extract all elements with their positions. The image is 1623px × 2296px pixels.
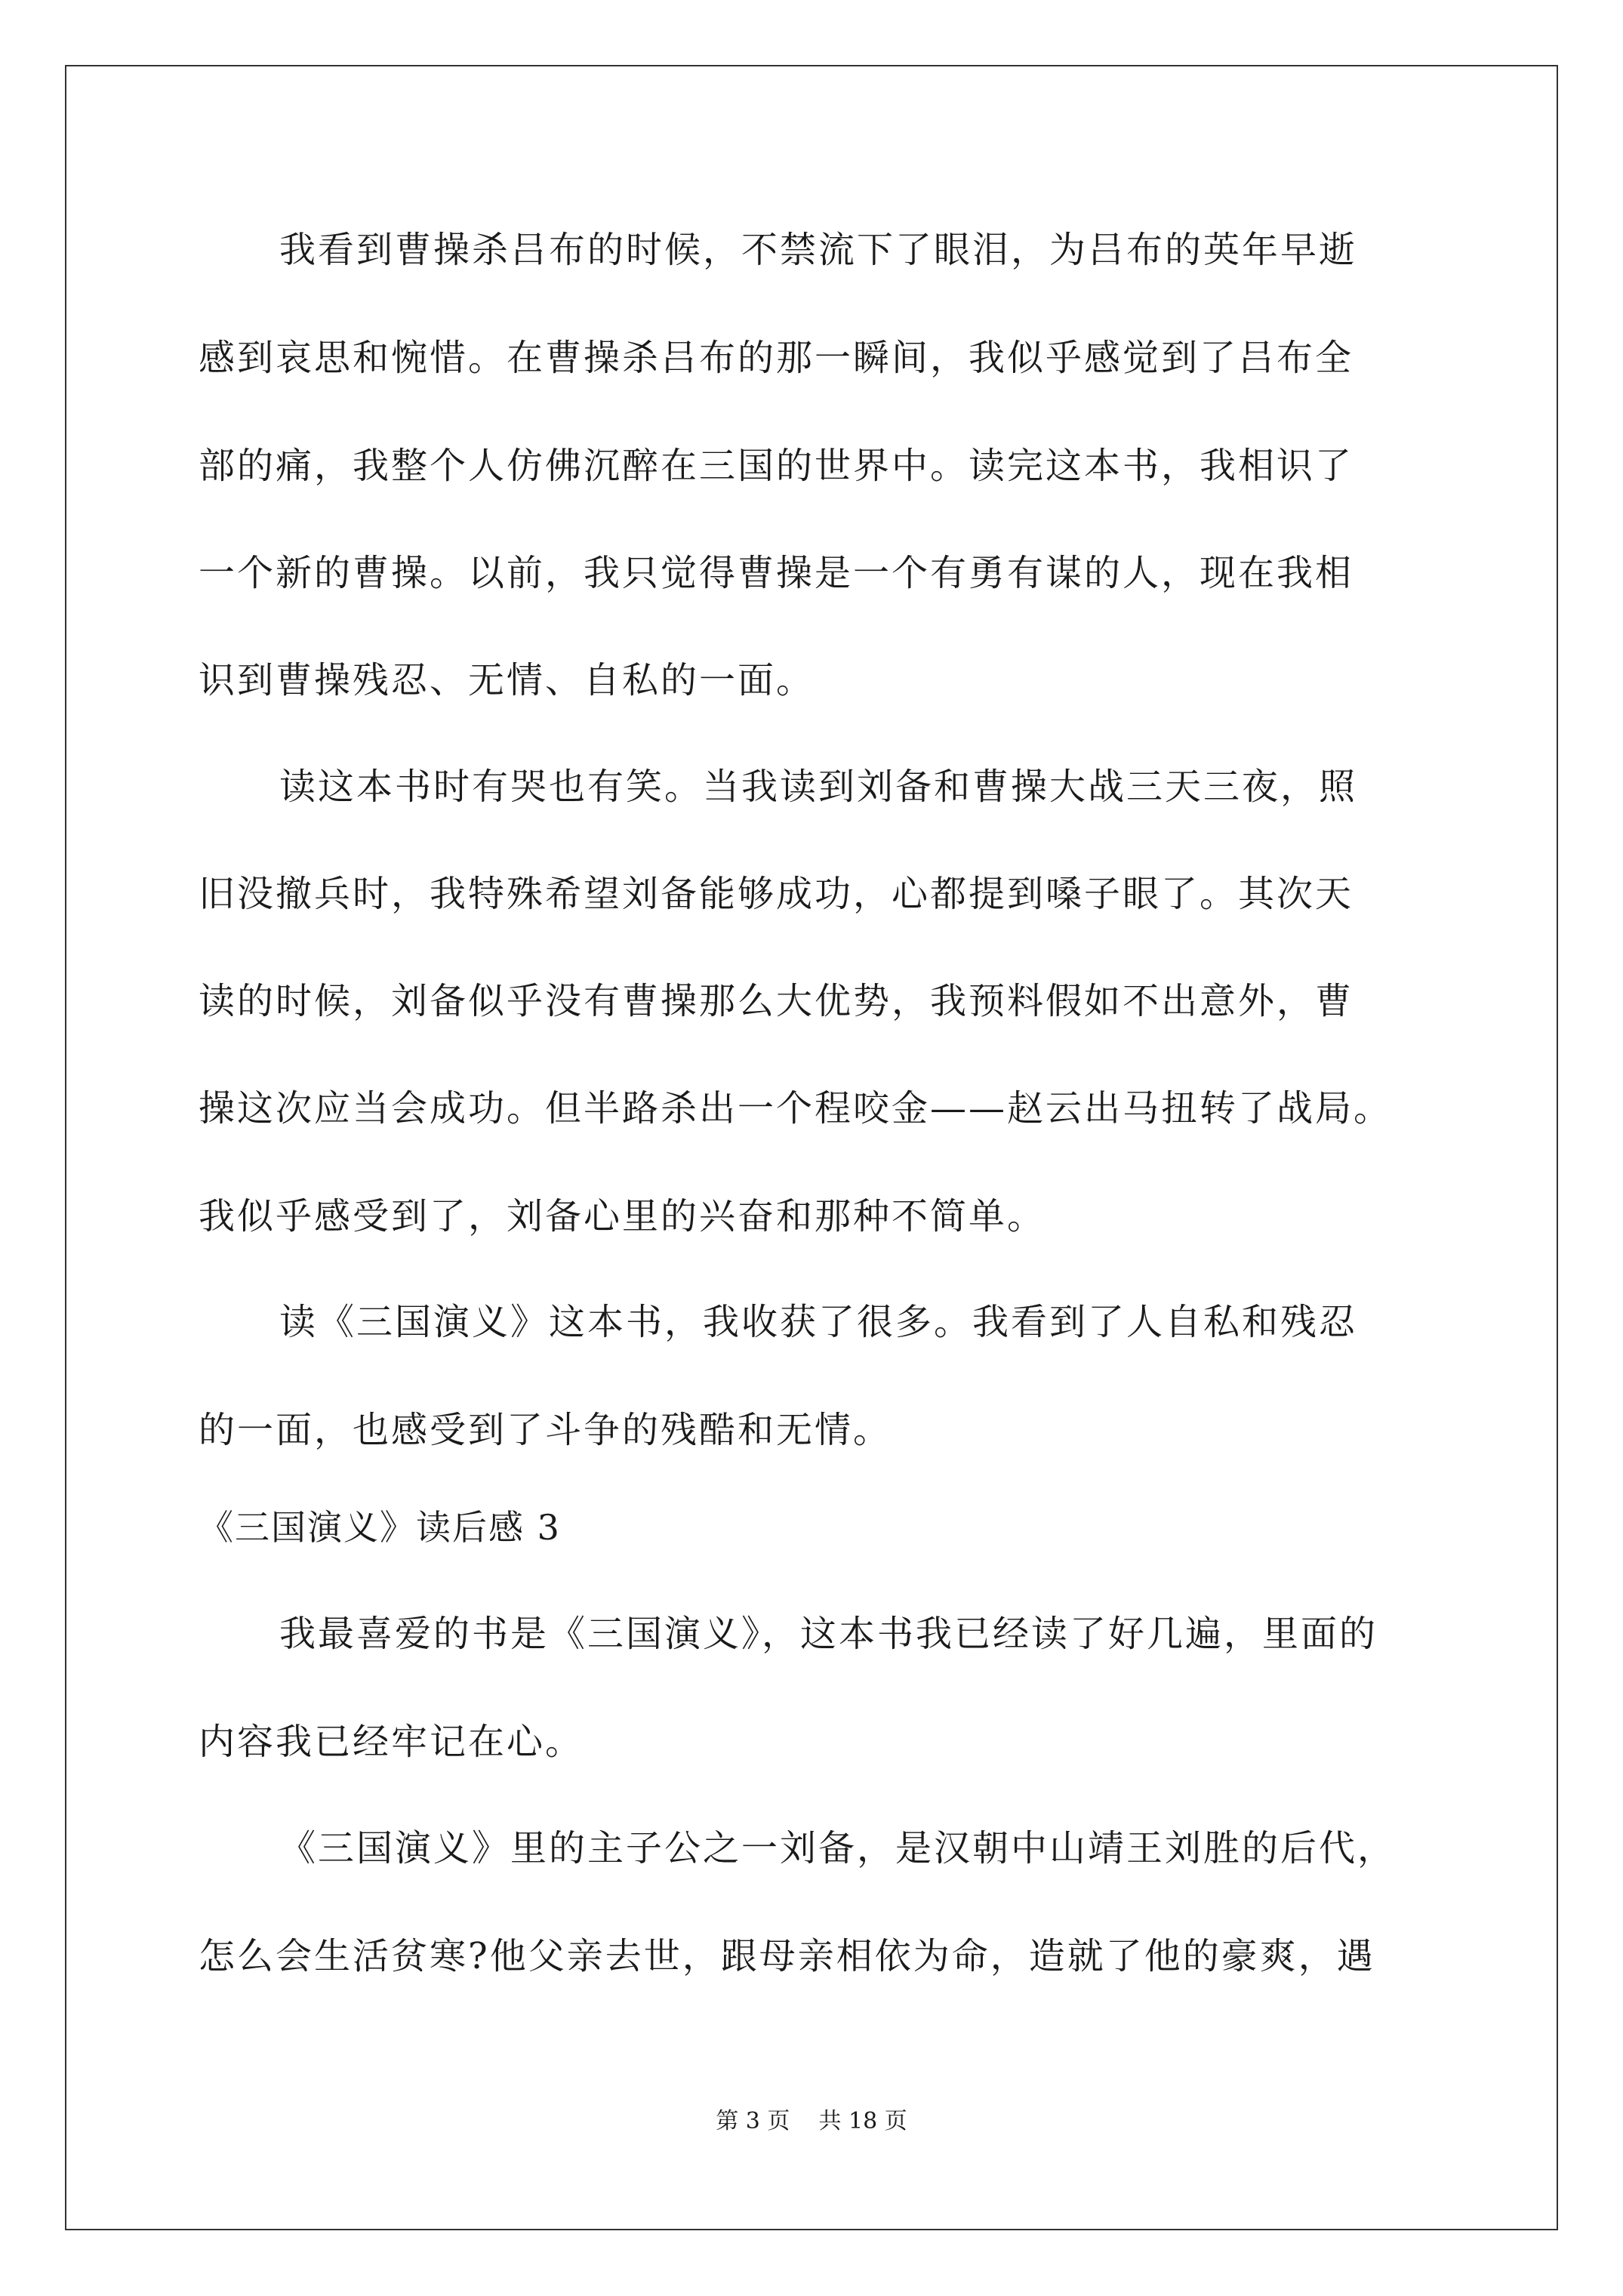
body-line: 读《三国演义》这本书，我收获了很多。我看到了人自私和残忍	[279, 1301, 1358, 1343]
body-line: 操这次应当会成功。但半路杀出一个程咬金——赵云出马扭转了战局。	[199, 1087, 1393, 1130]
body-line: 怎么会生活贫寒?他父亲去世，跟母亲相依为命，造就了他的豪爽，遇	[199, 1935, 1375, 1977]
body-line: 部的痛，我整个人仿佛沉醉在三国的世界中。读完这本书，我相识了	[199, 445, 1354, 487]
body-line: 读的时候，刘备似乎没有曹操那么大优势，我预料假如不出意外，曹	[199, 980, 1354, 1022]
body-line: 我最喜爱的书是《三国演义》，这本书我已经读了好几遍，里面的	[279, 1613, 1378, 1655]
body-line: 我看到曹操杀吕布的时候，不禁流下了眼泪，为吕布的英年早逝	[279, 229, 1358, 271]
body-line: 识到曹操残忍、无情、自私的一面。	[199, 659, 815, 701]
body-line: 《三国演义》里的主子公之一刘备，是汉朝中山靖王刘胜的后代，	[279, 1827, 1397, 1869]
body-line: 旧没撤兵时，我特殊希望刘备能够成功，心都提到嗓子眼了。其次天	[199, 873, 1354, 915]
page-number-footer: 第 3 页 共 18 页	[716, 2108, 907, 2134]
body-line: 一个新的曹操。以前，我只觉得曹操是一个有勇有谋的人，现在我相	[199, 552, 1354, 594]
page-border	[65, 65, 1558, 2230]
body-line: 的一面，也感受到了斗争的残酷和无情。	[199, 1409, 892, 1451]
body-line: 感到哀思和惋惜。在曹操杀吕布的那一瞬间，我似乎感觉到了吕布全	[199, 337, 1354, 379]
body-line: 内容我已经牢记在心。	[199, 1721, 584, 1763]
body-line: 读这本书时有哭也有笑。当我读到刘备和曹操大战三天三夜，照	[279, 766, 1358, 808]
body-line: 我似乎感受到了，刘备心里的兴奋和那种不简单。	[199, 1195, 1046, 1237]
section-heading: 《三国演义》读后感 3	[199, 1507, 561, 1548]
